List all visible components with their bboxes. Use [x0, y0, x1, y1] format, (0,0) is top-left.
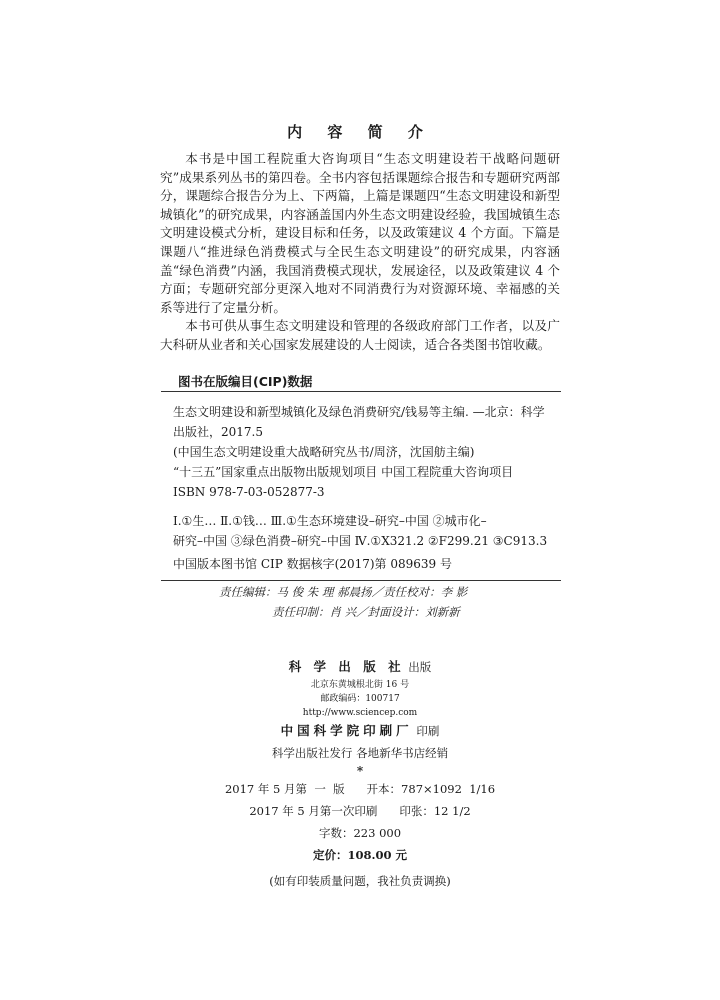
page-title: 内 容 简 介 — [287, 123, 433, 141]
cip-class-line-1: Ⅰ.①生… Ⅱ.①钱… Ⅲ.①生态环境建设–研究–中国 ②城市化– — [173, 514, 487, 528]
publisher-url: http://www.sciencep.com — [302, 708, 418, 718]
cip-class-line-2: 研究–中国 ③绿色消费–研究–中国 Ⅳ.①X321.2 ②F299.21 ③C913.3 — [173, 534, 548, 548]
price: 定价：108.00 元 — [312, 848, 407, 862]
cip-isbn: ISBN 978-7-03-052877-3 — [173, 485, 325, 499]
staff-line-1: 责任编辑：马 俊 朱 理 郝晨扬／责任校对：李 影 — [219, 585, 468, 599]
cip-data-box — [161, 391, 561, 581]
publisher-name-row — [0, 656, 720, 678]
staff-line-2: 责任印制：肖 兴／封面设计：刘新新 — [272, 605, 460, 619]
cip-line-2: 出版社，2017.5 — [173, 425, 263, 439]
quality-notice: (如有印装质量问题，我社负责调换) — [269, 874, 451, 888]
printer-name: 中国科学院印刷厂 — [280, 723, 413, 738]
word-count: 字数：223 000 — [318, 826, 402, 840]
cip-classification — [173, 511, 555, 551]
abstract-paragraph-1: 本书是中国工程院重大咨询项目“生态文明建设若干战略问题研究”成果系列丛书的第四卷。全书内容包括课题综合报告和专题研究两部分，课题综合报告分为上、下两篇，上篇是课题四“生态文明建设和新型城镇化”的研究成果，内容涵盖国内外生态文明建设经验，我国城镇生态文明建设模式分析，建设目标和任务，以及政策建议 4 个方面。下篇是课题八“推进绿色消费模式与全民生态文明建设”的研究成果，内容涵盖“绿色消费”内涵，我国消费模式现状，发展途径，以及政策建议 4 个方面；专题研究部分更深入地对不同消费行为对资源环境、幸福感的关系等进行了定量分析。 — [160, 151, 560, 315]
cip-bibliographic-info — [173, 402, 555, 502]
distribution: 科学出版社发行 各地新华书店经销 — [271, 746, 449, 760]
editorial-staff — [161, 582, 561, 622]
edition-info: 2017 年 5 月第 一 版 开本：787×1092 1/16 — [224, 782, 496, 796]
cip-line-3: (中国生态文明建设重大战略研究丛书/周济，沈国舫主编) — [173, 445, 475, 459]
printer-row — [0, 720, 720, 742]
cip-heading: 图书在版编目(CIP)数据 — [178, 374, 313, 389]
printing-info: 2017 年 5 月第一次印刷 印张：12 1/2 — [249, 804, 471, 818]
publisher-name-suffix: 出版 — [408, 660, 432, 674]
publisher-postcode: 邮政编码：100717 — [320, 694, 400, 704]
printer-suffix: 印刷 — [416, 724, 440, 738]
publisher-address: 北京东黄城根北街 16 号 — [310, 680, 410, 690]
cip-record-number: 中国版本图书馆 CIP 数据核字(2017)第 089639 号 — [173, 557, 452, 571]
separator-star: * — [356, 764, 364, 778]
abstract — [160, 150, 560, 355]
cip-line-1: 生态文明建设和新型城镇化及绿色消费研究/钱易等主编. —北京：科学 — [173, 405, 545, 419]
publisher-name: 科 学 出 版 社 — [288, 659, 405, 674]
abstract-paragraph-2: 本书可供从事生态文明建设和管理的各级政府部门工作者，以及广大科研从业者和关心国家发展建设的人士阅读，适合各类图书馆收藏。 — [160, 318, 560, 352]
publisher-info — [0, 656, 720, 896]
cip-line-4: “十三五”国家重点出版物出版规划项目 中国工程院重大咨询项目 — [173, 465, 514, 479]
